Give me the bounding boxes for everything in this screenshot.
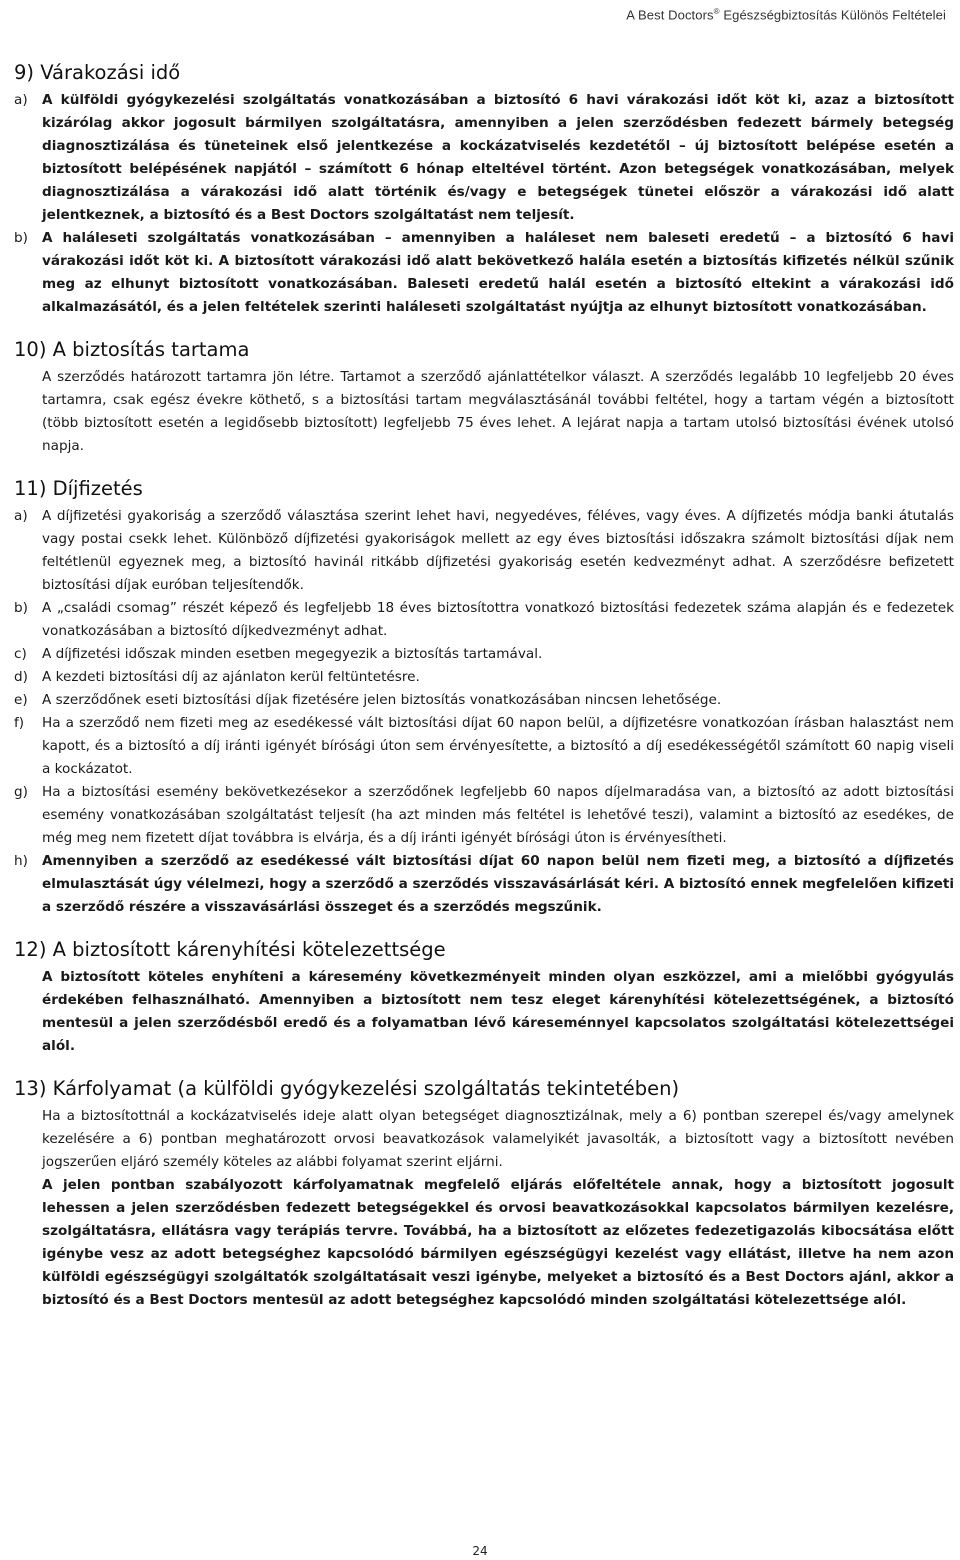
section-12-text: A biztosított köteles enyhíteni a káresemény következményeit minden olyan eszközzel, ami a mielőbbi gyógyulás érdekében felhasználható. Amennyiben a biztosított nem tesz eleget kárenyhítési kötelezettségének, a biztosító mentesül a jelen szerződésből eredő és a folyamatban lévő káreseménnyel kapcsolatos szolgáltatási kötelezettségei alól. — [42, 969, 954, 1054]
item-text: A „családi csomag” részét képező és legfeljebb 18 éves biztosítottra vonatkozó biztosítási fedezetek száma alapján és e fedezetek vonatkozásában a biztosító díjkedvezményt adhat. — [42, 600, 954, 639]
document-body — [14, 61, 954, 1312]
section-11-item-e — [14, 689, 954, 712]
item-text: Ha a szerződő nem fizeti meg az esedékessé vált biztosítási díjat 60 napon belül, a díjfizetésre vonatkozóan írásban halasztást nem kapott, és a biztosító a díj iránti igényét bírósági úton sem érvényesítette, a biztosító a díj esedékességétől számított 60 napig viseli a kockázatot. — [42, 715, 954, 777]
section-13-title: 13) Kárfolyamat (a külföldi gyógykezelési szolgáltatás tekintetében) — [14, 1077, 680, 1100]
section-11-item-f — [14, 712, 954, 781]
item-text: Ha a biztosítási esemény bekövetkezésekor a szerződőnek legfeljebb 60 napos díjelmaradása van, a biztosító az adott biztosítási esemény vonatkozásában szolgáltatást teljesít (ha azt minden más feltétel is lehetővé teszi), valamint a biztosító az esedékes, de még meg nem fizetett díjat továbbra is elvárja, és a díj iránti igényét bírósági úton is érvényesítheti. — [42, 784, 954, 846]
section-9-title: 9) Várakozási idő — [14, 61, 181, 84]
item-text: A kezdeti biztosítási díj az ajánlaton kerül feltüntetésre. — [42, 669, 420, 685]
item-label: g) — [14, 784, 28, 800]
item-label: e) — [14, 692, 28, 708]
section-11-item-d — [14, 666, 954, 689]
header-brand: A Best Doctors — [626, 7, 714, 23]
running-header — [626, 7, 946, 22]
registered-mark: ® — [713, 7, 720, 16]
section-9-item-b — [14, 227, 954, 319]
item-label: c) — [14, 646, 27, 662]
item-label: h) — [14, 853, 28, 869]
section-11-item-b — [14, 597, 954, 643]
section-13-text-2: A jelen pontban szabályozott kárfolyamatnak megfelelő eljárás előfeltétele annak, hogy a biztosított jogosult lehessen a jelen szerződésben fedezett betegségekkel és orvosi beavatkozásokkal kapcsolatos bármilyen kezelésre, szolgáltatásra, ellátásra vagy terápiás tervre. Továbbá, ha a biztosított az előzetes fedezetigazolás kibocsátása előtt igénybe vesz az adott betegséghez kapcsolódó bármilyen egészségügyi kezelést vagy ellátást, illetve ha nem azon külföldi egészségügyi szolgáltatók szolgáltatásait veszi igénybe, melyeket a biztosító és a Best Doctors ajánl, akkor a biztosító és a Best Doctors mentesül az adott betegséghez kapcsolódó minden szolgáltatási kötelezettsége alól. — [42, 1177, 954, 1308]
item-label: b) — [14, 230, 28, 246]
item-label: a) — [14, 508, 28, 524]
item-label: a) — [14, 92, 28, 108]
item-label: d) — [14, 669, 28, 685]
item-text: A szerződőnek eseti biztosítási díjak fizetésére jelen biztosítás vonatkozásában nincsen lehetősége. — [42, 692, 722, 708]
page-number: 24 — [472, 1544, 488, 1558]
section-11-title: 11) Díjfizetés — [14, 477, 143, 500]
item-text: A haláleseti szolgáltatás vonatkozásában – amennyiben a haláleset nem baleseti eredetű – a biztosító 6 havi várakozási időt köt ki. A biztosított várakozási idő alatt bekövetkező halála esetén a biztosítás kifizetés nélkül szűnik meg az elhunyt biztosított vonatkozásában. Baleseti eredetű halál esetén a biztosító eltekint a várakozási idő alkalmazásától, és a jelen feltételek szerinti haláleseti szolgáltatást nyújtja az elhunyt biztosított vonatkozásában. — [42, 230, 954, 315]
item-text: Amennyiben a szerződő az esedékessé vált biztosítási díjat 60 napon belül nem fizeti meg, a biztosító a díjfizetés elmulasztását úgy vélelmezi, hogy a szerződő a szerződés visszavásárlását kéri. A biztosító ennek megfelelően kifizeti a szerződő részére a visszavásárlási összeget és a szerződés megszűnik. — [42, 853, 954, 915]
section-12-title: 12) A biztosított kárenyhítési kötelezettsége — [14, 938, 446, 961]
item-text: A külföldi gyógykezelési szolgáltatás vonatkozásában a biztosító 6 havi várakozási időt köt ki, azaz a biztosított kizárólag akkor jogosult bármilyen szolgáltatásra, amennyiben a jelen szerződésben fedezett bármely betegség diagnosztizálása és tüneteinek első jelentkezése a kockázatviselés kezdetétől – új biztosított belépése esetén a biztosított belépésének napjától – számított 6 hónap elteltével történt. Azon betegségek vonatkozásában, melyek diagnosztizálása a várakozási idő alatt történik és/vagy e betegségek tünetei először a várakozási idő alatt jelentkeznek, a biztosító és a Best Doctors szolgáltatást nem teljesít. — [42, 92, 954, 223]
header-title: Egészségbiztosítás Különös Feltételei — [719, 7, 946, 23]
section-13-text-1: Ha a biztosítottnál a kockázatviselés ideje alatt olyan betegséget diagnosztizálnak, mely a 6) pontban szerepel és/vagy amelynek kezelésére a 6) pontban meghatározott orvosi beavatkozások valamelyikét javasolták, a biztosított vagy a biztosított nevében jogszerűen eljáró személy köteles az alábbi folyamat szerint eljárni. — [42, 1108, 954, 1170]
item-label: f) — [14, 715, 25, 731]
section-11-item-g — [14, 781, 954, 850]
item-text: A díjfizetési időszak minden esetben megegyezik a biztosítás tartamával. — [42, 646, 543, 662]
section-10-title: 10) A biztosítás tartama — [14, 338, 250, 361]
section-11-item-h — [14, 850, 954, 919]
section-10-text: A szerződés határozott tartamra jön létre. Tartamot a szerződő ajánlattételkor választ. A szerződés legalább 10 legfeljebb 20 éves tartamra, csak egész évekre köthető, s a biztosítási tartam megválasztásánál további feltétel, hogy a tartam végén a biztosított (több biztosított esetén a legidősebb biztosított) legfeljebb 75 éves lehet. A lejárat napja a tartam utolsó biztosítási évének utolsó napja. — [42, 369, 954, 454]
section-11-item-a — [14, 505, 954, 597]
item-label: b) — [14, 600, 28, 616]
section-11-item-c — [14, 643, 954, 666]
item-text: A díjfizetési gyakoriság a szerződő választása szerint lehet havi, negyedéves, féléves, vagy éves. A díjfizetés módja banki átutalás vagy postai csekk lehet. Különböző díjfizetési gyakoriságok mellett az egy éves biztosítási időszakra számolt biztosítási díjak nem feltétlenül egyeznek meg, a biztosító havinál ritkább díjfizetési gyakoriság esetén kedvezményt adhat. A szerződésre befizetett biztosítási díjak euróban teljesítendők. — [42, 508, 954, 593]
section-9-item-a — [14, 89, 954, 227]
